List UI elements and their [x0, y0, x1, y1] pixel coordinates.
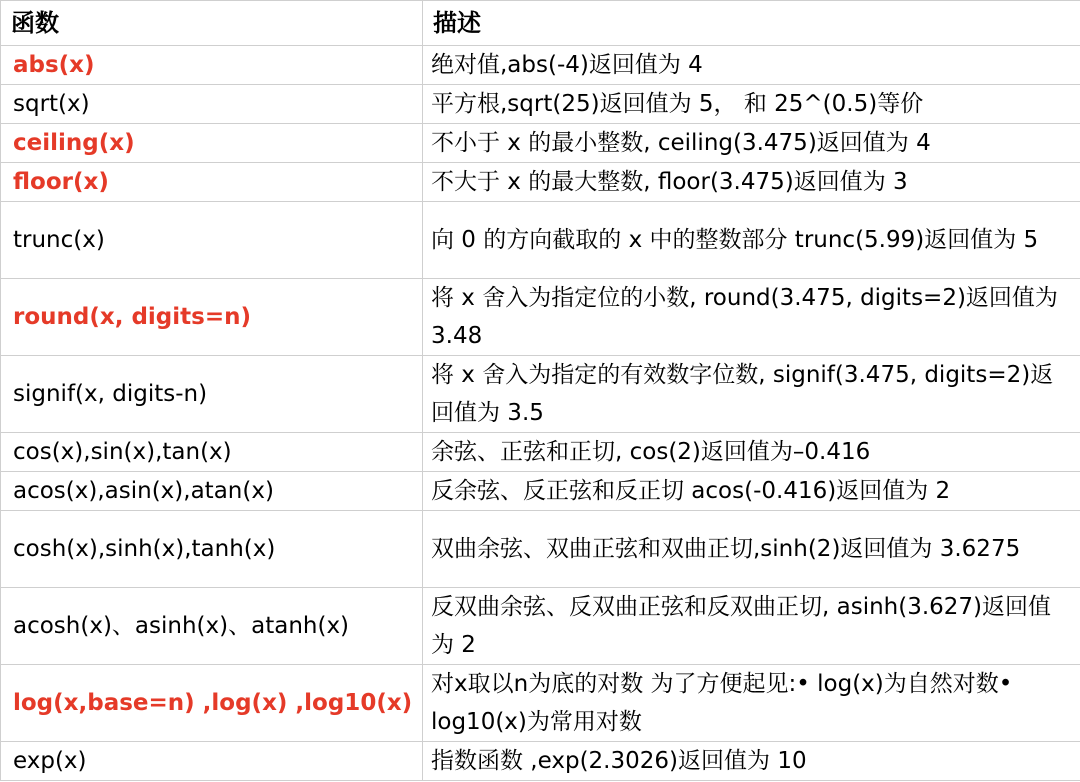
description-cell[interactable]: 不大于 x 的最大整数, floor(3.475)返回值为 3	[423, 163, 1080, 202]
description-cell[interactable]: 向 0 的方向截取的 x 中的整数部分 trunc(5.99)返回值为 5	[423, 202, 1080, 279]
description-cell[interactable]: 绝对值,abs(-4)返回值为 4	[423, 46, 1080, 85]
function-cell[interactable]: acosh(x)、asinh(x)、atanh(x)	[1, 588, 423, 665]
function-cell[interactable]: abs(x)	[1, 46, 423, 85]
header-function[interactable]: 函数	[1, 1, 423, 46]
table-row	[1, 46, 1080, 85]
table-row	[1, 588, 1080, 665]
header-row	[1, 1, 1080, 46]
function-cell[interactable]: sqrt(x)	[1, 85, 423, 124]
function-cell[interactable]: signif(x, digits-n)	[1, 356, 423, 433]
description-cell[interactable]: 不小于 x 的最小整数, ceiling(3.475)返回值为 4	[423, 124, 1080, 163]
table-row	[1, 163, 1080, 202]
function-cell[interactable]: exp(x)	[1, 742, 423, 781]
table-row	[1, 124, 1080, 163]
function-cell[interactable]: round(x, digits=n)	[1, 279, 423, 356]
table-row	[1, 511, 1080, 588]
description-cell[interactable]: 双曲余弦、双曲正弦和双曲正切,sinh(2)返回值为 3.6275	[423, 511, 1080, 588]
table-row	[1, 85, 1080, 124]
function-cell[interactable]: cosh(x),sinh(x),tanh(x)	[1, 511, 423, 588]
description-cell[interactable]: 将 x 舍入为指定位的小数, round(3.475, digits=2)返回值为 3.48	[423, 279, 1080, 356]
description-cell[interactable]: 对x取以n为底的对数 为了方便起见:• log(x)为自然对数• log10(x)为常用对数	[423, 665, 1080, 742]
function-cell[interactable]: floor(x)	[1, 163, 423, 202]
table-row	[1, 356, 1080, 433]
description-cell[interactable]: 指数函数 ,exp(2.3026)返回值为 10	[423, 742, 1080, 781]
description-cell[interactable]: 反余弦、反正弦和反正切 acos(-0.416)返回值为 2	[423, 472, 1080, 511]
description-cell[interactable]: 余弦、正弦和正切, cos(2)返回值为–0.416	[423, 433, 1080, 472]
description-cell[interactable]: 将 x 舍入为指定的有效数字位数, signif(3.475, digits=2)返回值为 3.5	[423, 356, 1080, 433]
table-row	[1, 279, 1080, 356]
function-cell[interactable]: cos(x),sin(x),tan(x)	[1, 433, 423, 472]
function-cell[interactable]: trunc(x)	[1, 202, 423, 279]
function-cell[interactable]: acos(x),asin(x),atan(x)	[1, 472, 423, 511]
table-row	[1, 433, 1080, 472]
table-row	[1, 472, 1080, 511]
description-cell[interactable]: 反双曲余弦、反双曲正弦和反双曲正切, asinh(3.627)返回值为 2	[423, 588, 1080, 665]
function-cell[interactable]: ceiling(x)	[1, 124, 423, 163]
table-row	[1, 202, 1080, 279]
header-description[interactable]: 描述	[423, 1, 1080, 46]
function-cell[interactable]: log(x,base=n) ,log(x) ,log10(x)	[1, 665, 423, 742]
description-cell[interactable]: 平方根,sqrt(25)返回值为 5， 和 25^(0.5)等价	[423, 85, 1080, 124]
table-row	[1, 742, 1080, 781]
table-row	[1, 665, 1080, 742]
